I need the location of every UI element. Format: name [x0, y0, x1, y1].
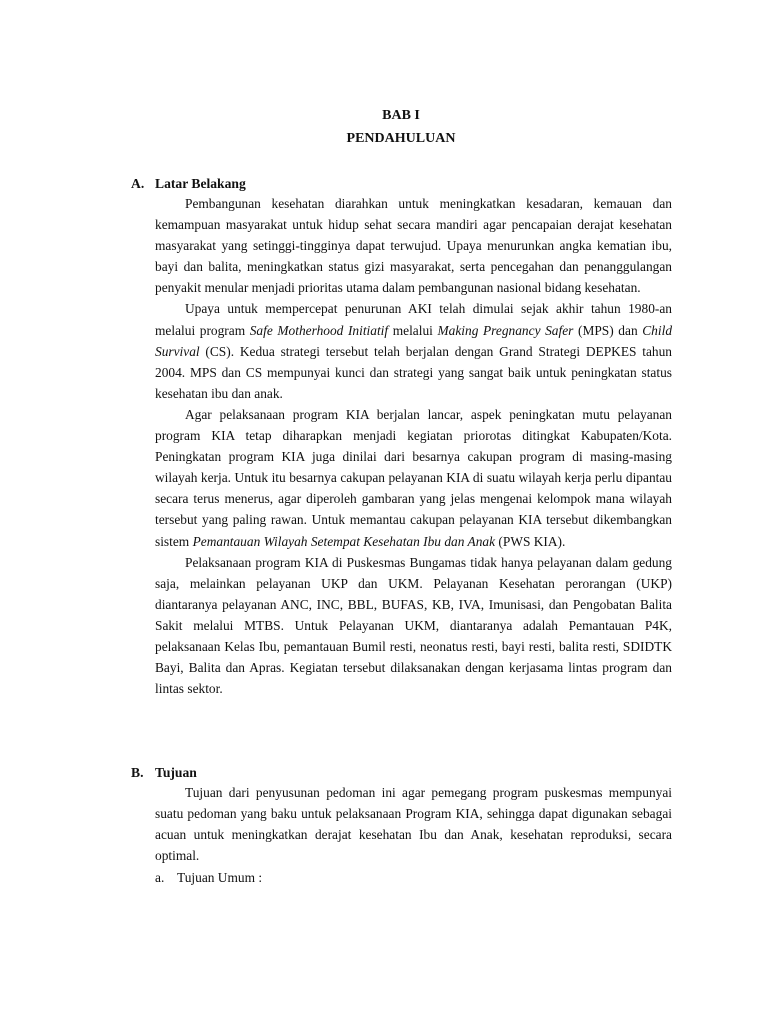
- section-letter: B.: [131, 765, 144, 780]
- italic-term: Child Survival: [155, 322, 673, 359]
- text-run: Agar pelaksanaan program KIA berjalan lancar, aspek peningkatan mutu pelayanan program KIA tetap diharapkan menjadi kegiatan priorotas ditingkat Kabupaten/Kota. Peningkatan program KIA juga dinilai dari besarnya cakupan program di masing-masing wilayah kerja. Untuk itu besarnya cakupan pelayanan KIA di suatu wilayah kerja perlu dipantau secara terus menerus, agar diperoleh gambaran yang jelas mengenai kelompok mana wilayah tersebut yang paling rawan. Untuk memantau cakupan pelayanan KIA tersebut dikembangkan sistem: [155, 406, 672, 549]
- paragraph: [155, 782, 672, 866]
- section-heading-latar-belakang: [131, 176, 246, 192]
- text-run: Pelaksanaan program KIA di Puskesmas Bungamas tidak hanya pelayanan dalam gedung saja, melainkan pelayanan UKP dan UKM. Pelayanan Kesehatan perorangan (UKP) diantaranya pelayanan ANC, INC, BBL, BUFAS, KB, IVA, Imunisasi, dan Pengobatan Balita Sakit melalui MTBS. Untuk Pelayanan UKM, diantaranya adalah Pemantauan P4K, pelaksanaan Kelas Ibu, pemantauan Bumil resti, neonatus resti, bayi resti, balita resti, SDIDTK Bayi, Balita dan Apras. Kegiatan tersebut dilaksanakan dengan kerjasama lintas program dan lintas sektor.: [155, 554, 672, 697]
- text-run: (MPS) dan: [573, 322, 643, 338]
- subitem-text: Tujuan Umum :: [177, 870, 263, 885]
- section-title: Tujuan: [155, 765, 197, 780]
- italic-term: Pemantauan Wilayah Setempat Kesehatan Ibu dan Anak: [192, 533, 496, 549]
- text-run: (CS). Kedua strategi tersebut telah berjalan dengan Grand Strategi DEPKES tahun 2004. MPS dan CS mempunyai kunci dan strategi yang sangat baik untuk peningkatan status kesehatan ibu dan anak.: [155, 343, 672, 401]
- paragraph: [155, 298, 672, 403]
- section-heading-tujuan: [131, 765, 197, 781]
- text-run: (PWS KIA).: [495, 533, 566, 549]
- text-run: Tujuan dari penyusunan pedoman ini agar pemegang program puskesmas mempunyai suatu pedoman yang baku untuk pelaksanaan Program KIA, sehingga dapat digunakan sebagai acuan untuk meningkatkan derajat kesehatan Ibu dan Anak, kesehatan reproduksi, secara optimal.: [155, 785, 672, 864]
- subitem-letter: a.: [155, 870, 165, 885]
- section-body-tujuan: [155, 782, 672, 866]
- paragraph: [155, 193, 672, 298]
- text-run: Pembangunan kesehatan diarahkan untuk meningkatkan kesadaran, kemauan dan kemampuan masyarakat untuk hidup sehat secara mandiri agar pencapaian derajat kesehatan masyarakat yang setinggi-tingginya dapat terwujud. Upaya menurunkan angka kematian ibu, bayi dan balita, meningkatkan status gizi masyarakat, serta pencegahan dan penanggulangan penyakit menular menjadi prioritas utama dalam pembangunan nasional bidang kesehatan.: [155, 196, 672, 296]
- text-run: melalui: [388, 322, 438, 338]
- italic-term: Safe Motherhood Initiatif: [249, 322, 389, 338]
- text-run: Upaya untuk mempercepat penurunan AKI telah dimulai sejak akhir tahun 1980-an melalui program: [155, 301, 672, 338]
- section-body-latar-belakang: [155, 193, 672, 699]
- chapter-title: PENDAHULUAN: [346, 131, 456, 146]
- subitem-tujuan-umum: [155, 867, 262, 888]
- chapter-number: BAB I: [382, 108, 420, 123]
- section-letter: A.: [131, 176, 145, 191]
- paragraph: [155, 404, 672, 552]
- section-title: Latar Belakang: [155, 176, 246, 191]
- italic-term: Making Pregnancy Safer: [437, 322, 574, 338]
- paragraph: [155, 552, 672, 700]
